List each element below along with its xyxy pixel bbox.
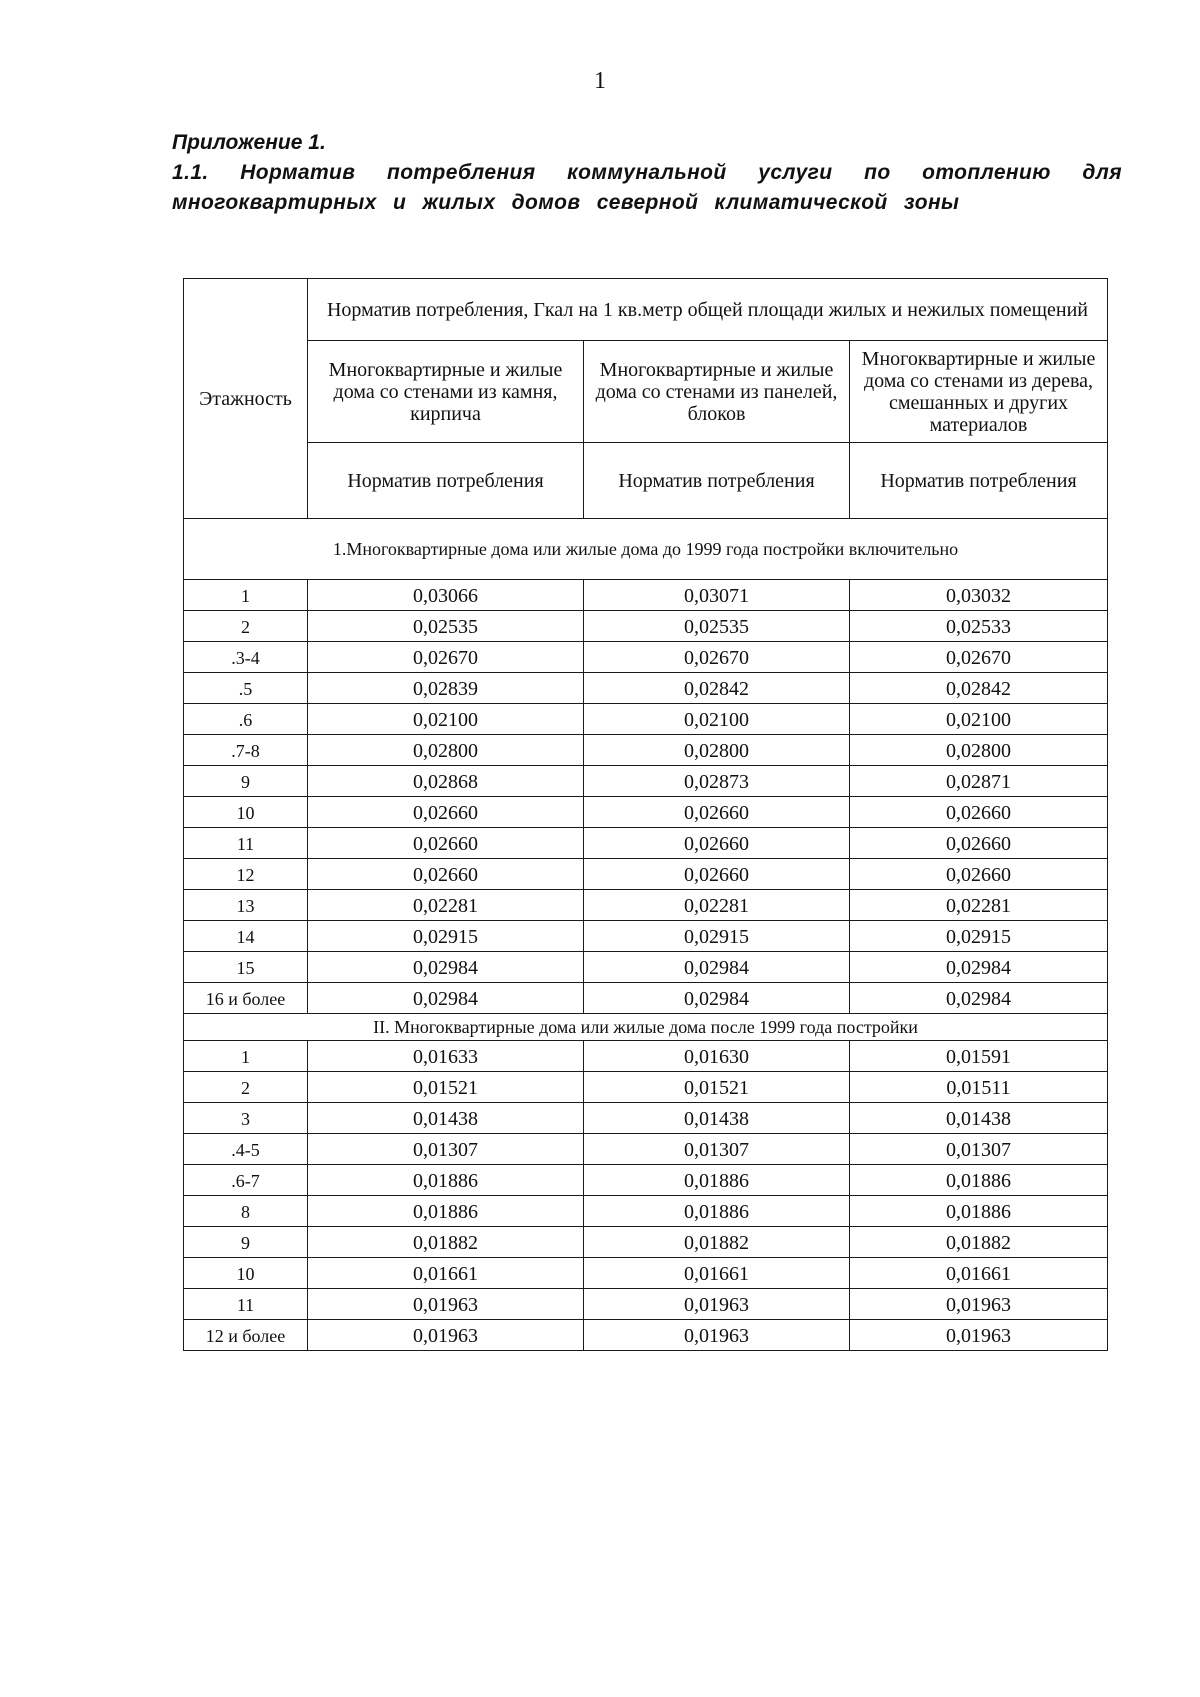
floor-cell: .5: [184, 673, 308, 704]
value-cell: 0,01886: [584, 1196, 850, 1227]
value-cell: 0,01661: [850, 1258, 1108, 1289]
column-header-wood-mixed: Многоквартирные и жилые дома со стенами из дерева, смешанных и других материалов: [850, 341, 1108, 443]
table-row: [184, 828, 1108, 859]
value-cell: 0,02660: [308, 797, 584, 828]
value-cell: 0,02660: [308, 859, 584, 890]
value-cell: 0,01630: [584, 1041, 850, 1072]
floor-cell: .6: [184, 704, 308, 735]
value-cell: 0,01963: [584, 1289, 850, 1320]
floor-cell: 2: [184, 611, 308, 642]
value-cell: 0,02100: [308, 704, 584, 735]
value-cell: 0,01591: [850, 1041, 1108, 1072]
value-cell: 0,02660: [850, 797, 1108, 828]
table-row: [184, 1258, 1108, 1289]
table-row: [184, 1072, 1108, 1103]
value-cell: 0,01963: [850, 1320, 1108, 1351]
value-cell: 0,02100: [850, 704, 1108, 735]
floor-cell: .4-5: [184, 1134, 308, 1165]
value-cell: 0,02535: [308, 611, 584, 642]
table-row: [184, 766, 1108, 797]
value-cell: 0,01521: [308, 1072, 584, 1103]
value-cell: 0,01521: [584, 1072, 850, 1103]
value-cell: 0,02100: [584, 704, 850, 735]
page-number: 1: [594, 68, 606, 94]
floor-cell: 8: [184, 1196, 308, 1227]
floor-cell: 11: [184, 828, 308, 859]
floor-count-header: Этажность: [184, 279, 308, 519]
table-row: [184, 1196, 1108, 1227]
value-cell: 0,01963: [584, 1320, 850, 1351]
value-cell: 0,02839: [308, 673, 584, 704]
floor-cell: 11: [184, 1289, 308, 1320]
value-cell: 0,01886: [308, 1196, 584, 1227]
value-cell: 0,02984: [850, 952, 1108, 983]
value-cell: 0,03066: [308, 580, 584, 611]
value-cell: 0,02670: [850, 642, 1108, 673]
value-cell: 0,01886: [308, 1165, 584, 1196]
value-cell: 0,02281: [850, 890, 1108, 921]
value-cell: 0,01438: [308, 1103, 584, 1134]
subheader-norm: Норматив потребления: [584, 443, 850, 519]
value-cell: 0,03032: [850, 580, 1108, 611]
table-row: [184, 952, 1108, 983]
table-row: [184, 797, 1108, 828]
table-row: [184, 921, 1108, 952]
table-row: [184, 1227, 1108, 1258]
value-cell: 0,02984: [308, 952, 584, 983]
floor-cell: 13: [184, 890, 308, 921]
value-cell: 0,02800: [308, 735, 584, 766]
value-cell: 0,01307: [850, 1134, 1108, 1165]
value-cell: 0,02800: [850, 735, 1108, 766]
value-cell: 0,02660: [584, 859, 850, 890]
value-cell: 0,01661: [584, 1258, 850, 1289]
value-cell: 0,02660: [308, 828, 584, 859]
table-row: [184, 1134, 1108, 1165]
table-row: [184, 859, 1108, 890]
value-cell: 0,01963: [308, 1289, 584, 1320]
value-cell: 0,03071: [584, 580, 850, 611]
column-header-stone-brick: Многоквартирные и жилые дома со стенами из камня, кирпича: [308, 341, 584, 443]
floor-cell: 10: [184, 797, 308, 828]
value-cell: 0,02800: [584, 735, 850, 766]
table-row: [184, 704, 1108, 735]
section-title: II. Многоквартирные дома или жилые дома после 1999 года постройки: [184, 1014, 1108, 1041]
document-heading: [172, 128, 1122, 218]
floor-cell: 9: [184, 1227, 308, 1258]
value-cell: 0,02281: [308, 890, 584, 921]
value-cell: 0,01882: [308, 1227, 584, 1258]
floor-cell: .7-8: [184, 735, 308, 766]
appendix-label: Приложение 1.: [172, 131, 326, 154]
value-cell: 0,02670: [584, 642, 850, 673]
value-cell: 0,02670: [308, 642, 584, 673]
value-cell: 0,01963: [850, 1289, 1108, 1320]
value-cell: 0,01886: [850, 1165, 1108, 1196]
floor-cell: 15: [184, 952, 308, 983]
table-row: [184, 1165, 1108, 1196]
value-cell: 0,01963: [308, 1320, 584, 1351]
value-cell: 0,02915: [850, 921, 1108, 952]
value-cell: 0,02660: [584, 828, 850, 859]
subheader-norm: Норматив потребления: [850, 443, 1108, 519]
value-cell: 0,02915: [308, 921, 584, 952]
table-row: [184, 1103, 1108, 1134]
table-row: [184, 580, 1108, 611]
consumption-norms-table: [183, 278, 1108, 1351]
table-row: [184, 735, 1108, 766]
floor-cell: 10: [184, 1258, 308, 1289]
value-cell: 0,01882: [850, 1227, 1108, 1258]
value-cell: 0,02873: [584, 766, 850, 797]
value-cell: 0,01511: [850, 1072, 1108, 1103]
value-cell: 0,02660: [850, 859, 1108, 890]
value-cell: 0,01633: [308, 1041, 584, 1072]
value-cell: 0,02984: [308, 983, 584, 1014]
value-cell: 0,02842: [584, 673, 850, 704]
value-cell: 0,02915: [584, 921, 850, 952]
table-row: [184, 611, 1108, 642]
value-cell: 0,02984: [584, 983, 850, 1014]
table-body: [184, 519, 1108, 1351]
floor-cell: 12: [184, 859, 308, 890]
value-cell: 0,02984: [850, 983, 1108, 1014]
norm-units-header: Норматив потребления, Гкал на 1 кв.метр общей площади жилых и нежилых помещений: [308, 279, 1108, 341]
value-cell: 0,02871: [850, 766, 1108, 797]
subheader-norm: Норматив потребления: [308, 443, 584, 519]
table-row: [184, 1320, 1108, 1351]
floor-cell: 9: [184, 766, 308, 797]
floor-cell: 16 и более: [184, 983, 308, 1014]
table-row: [184, 642, 1108, 673]
value-cell: 0,02842: [850, 673, 1108, 704]
section-title: 1.Многоквартирные дома или жилые дома до 1999 года постройки включительно: [184, 519, 1108, 580]
floor-cell: 2: [184, 1072, 308, 1103]
value-cell: 0,01886: [850, 1196, 1108, 1227]
value-cell: 0,01307: [584, 1134, 850, 1165]
table-row: [184, 890, 1108, 921]
value-cell: 0,01307: [308, 1134, 584, 1165]
floor-cell: 12 и более: [184, 1320, 308, 1351]
value-cell: 0,02533: [850, 611, 1108, 642]
floor-cell: 1: [184, 1041, 308, 1072]
floor-cell: 14: [184, 921, 308, 952]
value-cell: 0,02868: [308, 766, 584, 797]
value-cell: 0,02660: [584, 797, 850, 828]
value-cell: 0,01882: [584, 1227, 850, 1258]
value-cell: 0,01438: [584, 1103, 850, 1134]
floor-cell: 3: [184, 1103, 308, 1134]
value-cell: 0,02535: [584, 611, 850, 642]
table-row: [184, 1289, 1108, 1320]
document-title: 1.1. Норматив потребления коммунальной услуги по отоплению для многоквартирных и жилых домов северной климатической зоны: [172, 161, 1122, 214]
value-cell: 0,02281: [584, 890, 850, 921]
value-cell: 0,02660: [850, 828, 1108, 859]
column-header-panels-blocks: Многоквартирные и жилые дома со стенами из панелей, блоков: [584, 341, 850, 443]
value-cell: 0,02984: [584, 952, 850, 983]
value-cell: 0,01438: [850, 1103, 1108, 1134]
value-cell: 0,01661: [308, 1258, 584, 1289]
floor-cell: .3-4: [184, 642, 308, 673]
floor-cell: .6-7: [184, 1165, 308, 1196]
table-row: [184, 983, 1108, 1014]
value-cell: 0,01886: [584, 1165, 850, 1196]
table-row: [184, 1041, 1108, 1072]
floor-cell: 1: [184, 580, 308, 611]
table-row: [184, 673, 1108, 704]
